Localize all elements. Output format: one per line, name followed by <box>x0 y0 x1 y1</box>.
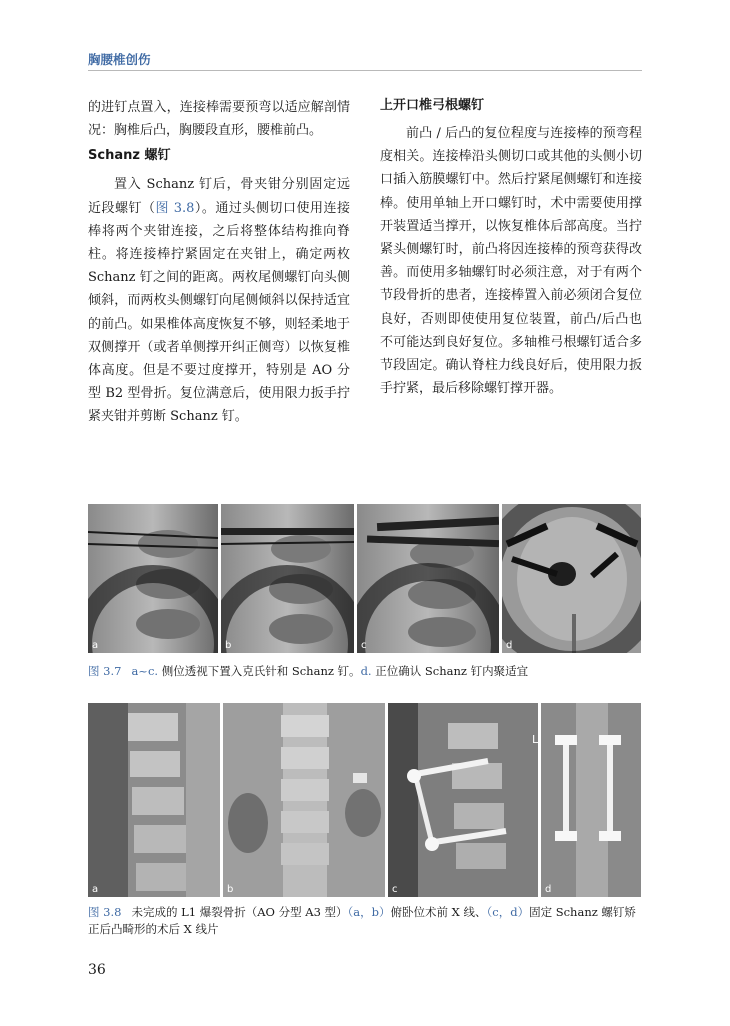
fluoro-lateral-image <box>357 504 499 653</box>
fig37-caption-label: 图 3.7 <box>88 664 122 678</box>
fig37-panel-b <box>221 504 354 653</box>
right-column <box>380 96 642 400</box>
left-column <box>88 96 350 429</box>
fig37-label-b: b <box>225 640 232 651</box>
header-rule <box>88 70 642 71</box>
radiograph-side-marker: L <box>532 733 538 746</box>
fig37-caption-text2: 正位确认 Schanz 钉内聚适宜 <box>371 664 529 678</box>
fig38-label-a: a <box>92 884 99 895</box>
fig37-caption-ref1: a~c. <box>131 664 159 678</box>
running-head: 胸腰椎创伤 <box>88 52 151 67</box>
fig37-label-d: d <box>506 640 513 651</box>
fig38-panel-b <box>223 703 385 897</box>
fig38-label-d: d <box>545 884 552 895</box>
fig38-caption-ref2: （c，d） <box>486 905 530 919</box>
fig38-panel-d <box>541 703 641 897</box>
figure-3-7-caption <box>88 663 641 680</box>
left-paragraph-1: 的进钉点置入，连接棒需要预弯以适应解剖情况：胸椎后凸，胸腰段直形，腰椎前凸。 <box>88 100 350 139</box>
right-paragraph-1: 前凸 / 后凸的复位程度与连接棒的预弯程度相关。连接棒沿头侧切口或其他的头侧小切口插入筋膜螺钉中。然后拧紧尾侧螺钉和连接棒。使用单轴上开口螺钉时，术中需要使用撑开装置适当撑开，以恢复椎体后部高度。当拧紧头侧螺钉时，前凸将因连接棒的预弯获得改善。而使用多轴螺钉时必须注意，对于有两个节段骨折的患者，连接棒置入前必须闭合复位良好，否则即使使用复位装置，前凸/后凸也不可能达到良好复位。多轴椎弓根螺钉适合多节段固定。确认脊柱力线良好后，使用限力扳手拧紧，最后移除螺钉撑开器。 <box>380 126 642 397</box>
fig37-panel-d <box>502 504 641 653</box>
figure-3-8-caption <box>88 904 641 938</box>
fig38-panel-c <box>388 703 538 897</box>
p2-text-b: ）。通过头侧切口使用连接棒将两个夹钳连接，之后将整体结构推向脊柱。将连接棒拧紧固定在夹钳上，确定两枚 Schanz 钉之间的距离。两枚尾侧螺钉向头侧倾斜，而两枚头侧螺钉向尾侧倾斜以保持适宜的前凸。如果椎体高度恢复不够，则轻柔地于双侧撑开（或者单侧撑开纠正侧弯）以恢复椎体高度。但是不要过度撑开，特别是 AO 分型 B2 型骨折。复位满意后，使用限力扳手拧紧夹钳并剪断 Schanz 钉。 <box>88 200 350 425</box>
p2-text-a: 置入 Schanz 钉后，骨夹钳分别固定远近段螺钉（ <box>88 177 350 216</box>
figure-3-7 <box>88 504 641 653</box>
fig37-panel-c <box>357 504 499 653</box>
fig38-label-c: c <box>392 884 398 895</box>
page-number: 36 <box>88 962 106 978</box>
xray-lateral-preop <box>88 703 220 897</box>
xray-lateral-postop <box>388 703 538 897</box>
xray-ap-postop <box>541 703 641 897</box>
fig37-label-c: c <box>361 640 367 651</box>
fig38-caption-label: 图 3.8 <box>88 905 122 919</box>
fig37-label-a: a <box>92 640 99 651</box>
figure-reference-link[interactable]: 图 3.8 <box>155 200 195 216</box>
fig38-caption-text1: 未完成的 L1 爆裂骨折（AO 分型 A3 型） <box>131 905 348 919</box>
schanz-heading: Schanz 螺钉 <box>88 148 171 164</box>
xray-ap-preop <box>223 703 385 897</box>
fig38-panel-a <box>88 703 220 897</box>
fig37-caption-text1: 侧位透视下置入克氏针和 Schanz 钉。 <box>158 664 361 678</box>
fig38-caption-ref1: （a，b） <box>347 905 391 919</box>
figure-3-8 <box>88 703 641 897</box>
fig38-label-b: b <box>227 884 234 895</box>
fluoro-lateral-image <box>221 504 354 653</box>
fig38-caption-text2: 俯卧位术前 X 线、 <box>390 905 487 919</box>
pedicle-screw-heading: 上开口椎弓根螺钉 <box>380 98 485 113</box>
fig37-panel-a <box>88 504 218 653</box>
fig38-caption-text3: 固定 Schanz 螺钉矫正后凸畸形的术后 X 线片 <box>88 905 636 936</box>
fluoro-lateral-image <box>88 504 218 653</box>
left-paragraph-2 <box>88 173 350 428</box>
fluoro-ap-image <box>502 504 641 653</box>
fig37-caption-ref2: d. <box>360 664 372 678</box>
